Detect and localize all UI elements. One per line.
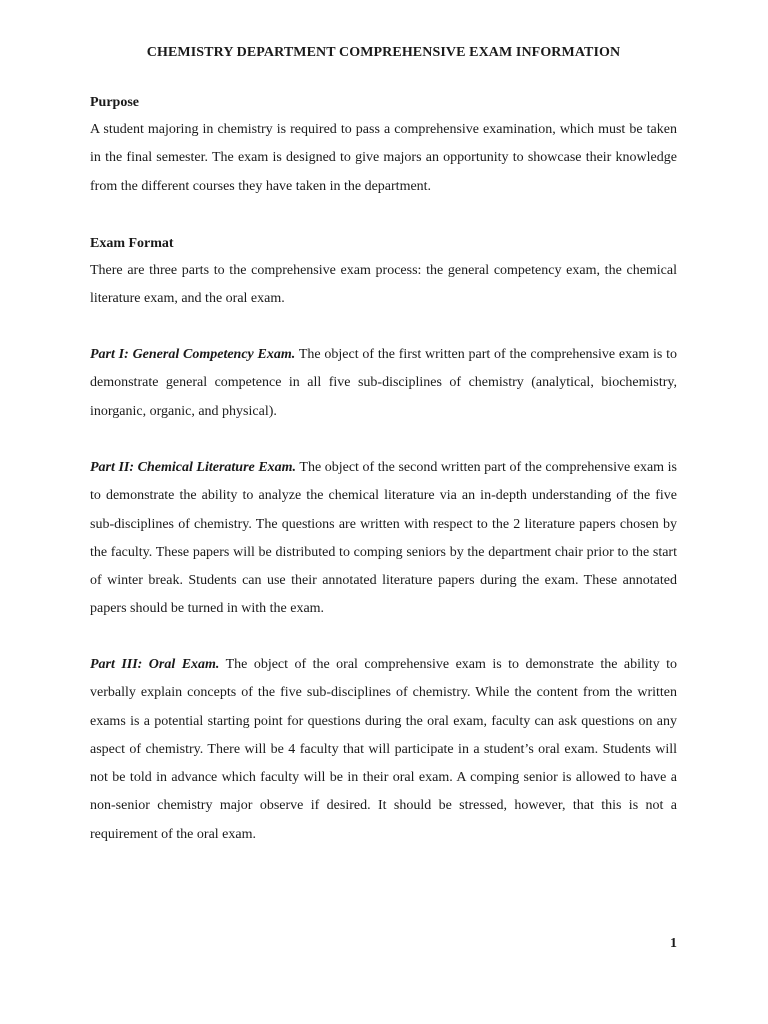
exam-format-heading: Exam Format <box>90 236 174 251</box>
document-page <box>90 0 677 1024</box>
part-two-lead: Part II: Chemical Literature Exam. <box>90 460 297 475</box>
page-number: 1 <box>670 936 677 951</box>
purpose-paragraph: A student majoring in chemistry is required to pass a comprehensive examination, which must be taken in the final semester. The exam is designed to give majors an opportunity to showcase their knowledge from the different courses they have taken in the department. <box>90 122 677 194</box>
part-three-lead: Part III: Oral Exam. <box>90 657 220 672</box>
purpose-heading: Purpose <box>90 95 139 110</box>
part-two-text: The object of the second written part of the comprehensive exam is to demonstrate the ability to analyze the chemical literature via an in-depth understanding of the five sub-disciplines of chemistry. The questions are written with respect to the 2 literature papers chosen by the faculty. These papers will be distributed to comping seniors by the department chair prior to the start of winter break. Students can use their annotated literature papers during the exam. These annotated papers should be turned in with the exam. <box>90 460 677 617</box>
part-one-lead: Part I: General Competency Exam. <box>90 347 296 362</box>
exam-format-paragraph: There are three parts to the comprehensive exam process: the general competency exam, the chemical literature exam, and the oral exam. <box>90 263 677 307</box>
part-three-paragraph <box>90 651 677 849</box>
part-one-text: The object of the first written part of the comprehensive exam is to demonstrate general competence in all five sub-disciplines of chemistry (analytical, biochemistry, inorganic, organic, and physical). <box>90 347 678 419</box>
document-title: CHEMISTRY DEPARTMENT COMPREHENSIVE EXAM INFORMATION <box>146 45 621 60</box>
part-three-text: The object of the oral comprehensive exam is to demonstrate the ability to verbally explain concepts of the five sub-disciplines of chemistry. While the content from the written exams is a potential starting point for questions during the oral exam, faculty can ask questions on any aspect of chemistry. There will be 4 faculty that will participate in a student’s oral exam. Students will not be told in advance which faculty will be in their oral exam. A comping senior is allowed to have a non-senior chemistry major observe if desired. It should be stressed, however, that this is not a requirement of the oral exam. <box>90 657 677 842</box>
part-two-paragraph <box>90 454 677 624</box>
part-one-paragraph <box>90 341 677 426</box>
